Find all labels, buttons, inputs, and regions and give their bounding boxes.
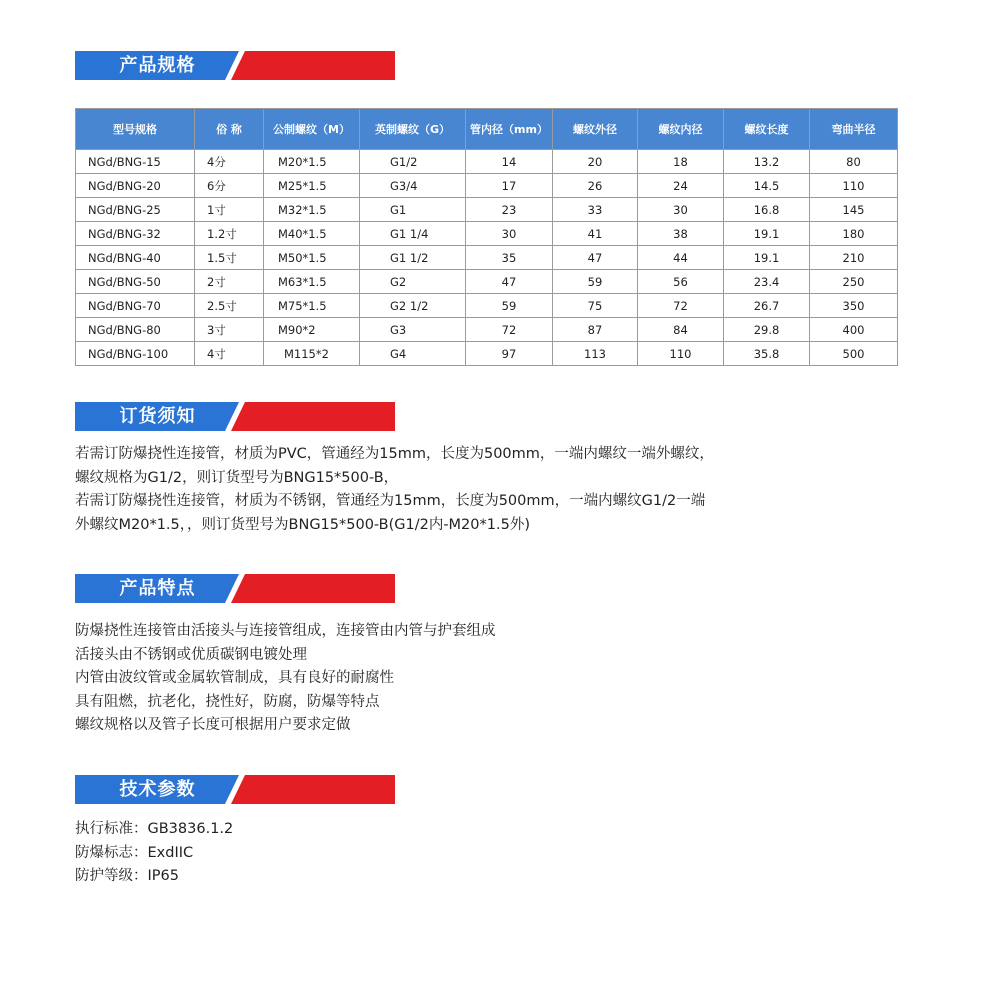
- table-cell: G1 1/4: [360, 222, 466, 246]
- table-header-cell: 英制螺纹（G）: [360, 109, 466, 150]
- table-cell: 1寸: [195, 198, 264, 222]
- table-cell: 2寸: [195, 270, 264, 294]
- section-header-spec: [75, 51, 395, 80]
- table-cell: 80: [810, 150, 898, 174]
- tech-params: [75, 818, 233, 889]
- table-cell: 500: [810, 342, 898, 366]
- table-cell: NGd/BNG-32: [76, 222, 195, 246]
- table-cell: 180: [810, 222, 898, 246]
- table-cell: 23.4: [724, 270, 810, 294]
- order-line: 若需订防爆挠性连接管，材质为PVC，管通经为15mm，长度为500mm，一端内螺纹一端外螺纹，: [75, 446, 714, 462]
- table-cell: 17: [466, 174, 553, 198]
- spec-table: [75, 108, 898, 366]
- table-cell: 72: [638, 294, 724, 318]
- table-cell: G1: [360, 198, 466, 222]
- table-row: [76, 150, 898, 174]
- section-title-order: 订货须知: [119, 406, 196, 427]
- table-cell: 33: [553, 198, 638, 222]
- table-cell: M90*2: [264, 318, 360, 342]
- tech-line: 执行标准：GB3836.1.2: [75, 821, 234, 837]
- table-row: [76, 270, 898, 294]
- table-cell: 14: [466, 150, 553, 174]
- table-cell: 13.2: [724, 150, 810, 174]
- table-header-cell: 俗 称: [195, 109, 264, 150]
- table-row: [76, 222, 898, 246]
- table-cell: 16.8: [724, 198, 810, 222]
- feature-line: 螺纹规格以及管子长度可根据用户要求定做: [75, 717, 351, 733]
- order-line: 外螺纹M20*1.5，，则订货型号为BNG15*500-B(G1/2内-M20*1.5外): [75, 516, 530, 533]
- table-cell: 38: [638, 222, 724, 246]
- table-cell: NGd/BNG-100: [76, 342, 195, 366]
- table-cell: 97: [466, 342, 553, 366]
- table-cell: NGd/BNG-80: [76, 318, 195, 342]
- order-line: 螺纹规格为G1/2，则订货型号为BNG15*500-B，: [75, 469, 399, 486]
- table-header-cell: 螺纹外径: [553, 109, 638, 150]
- table-cell: M63*1.5: [264, 270, 360, 294]
- table-cell: NGd/BNG-70: [76, 294, 195, 318]
- table-cell: 29.8: [724, 318, 810, 342]
- table-cell: 350: [810, 294, 898, 318]
- order-line: 若需订防爆挠性连接管，材质为不锈钢，管通经为15mm，长度为500mm，一端内螺纹G1/2一端: [75, 493, 706, 509]
- table-cell: 44: [638, 246, 724, 270]
- table-cell: 4寸: [195, 342, 264, 366]
- table-cell: G3: [360, 318, 466, 342]
- table-cell: 14.5: [724, 174, 810, 198]
- table-cell: M32*1.5: [264, 198, 360, 222]
- table-cell: G2 1/2: [360, 294, 466, 318]
- table-cell: 1.2寸: [195, 222, 264, 246]
- table-cell: 87: [553, 318, 638, 342]
- table-cell: 24: [638, 174, 724, 198]
- table-cell: 26: [553, 174, 638, 198]
- table-header-cell: 管内径（mm）: [466, 109, 553, 150]
- table-cell: 3寸: [195, 318, 264, 342]
- table-row: [76, 318, 898, 342]
- table-cell: G1 1/2: [360, 246, 466, 270]
- table-cell: M40*1.5: [264, 222, 360, 246]
- table-row: [76, 294, 898, 318]
- table-cell: 210: [810, 246, 898, 270]
- table-cell: G4: [360, 342, 466, 366]
- table-cell: 6分: [195, 174, 264, 198]
- table-cell: G3/4: [360, 174, 466, 198]
- table-cell: NGd/BNG-20: [76, 174, 195, 198]
- tech-line: 防护等级：IP65: [75, 868, 179, 884]
- table-cell: 41: [553, 222, 638, 246]
- table-cell: 35.8: [724, 342, 810, 366]
- table-cell: NGd/BNG-50: [76, 270, 195, 294]
- table-cell: 110: [638, 342, 724, 366]
- table-cell: 26.7: [724, 294, 810, 318]
- table-cell: 145: [810, 198, 898, 222]
- table-cell: 47: [553, 246, 638, 270]
- feature-line: 防爆挠性连接管由活接头与连接管组成，连接管由内管与护套组成: [75, 623, 496, 639]
- table-header-row: [76, 109, 898, 150]
- table-cell: NGd/BNG-40: [76, 246, 195, 270]
- table-row: [76, 198, 898, 222]
- table-cell: 59: [466, 294, 553, 318]
- table-cell: 1.5寸: [195, 246, 264, 270]
- section-header-tech: [75, 775, 395, 804]
- table-cell: 23: [466, 198, 553, 222]
- tech-line: 防爆标志：ExdIIC: [75, 844, 194, 861]
- table-cell: 2.5寸: [195, 294, 264, 318]
- table-cell: 19.1: [724, 222, 810, 246]
- table-cell: 47: [466, 270, 553, 294]
- table-header-cell: 螺纹内径: [638, 109, 724, 150]
- table-cell: 30: [638, 198, 724, 222]
- table-cell: NGd/BNG-15: [76, 150, 195, 174]
- order-notes: [75, 443, 714, 537]
- table-row: [76, 246, 898, 270]
- table-cell: 30: [466, 222, 553, 246]
- table-cell: G2: [360, 270, 466, 294]
- table-cell: M50*1.5: [264, 246, 360, 270]
- table-header-cell: 公制螺纹（M）: [264, 109, 360, 150]
- table-cell: M115*2: [264, 342, 360, 366]
- features-list: [75, 620, 496, 738]
- table-cell: NGd/BNG-25: [76, 198, 195, 222]
- table-cell: 250: [810, 270, 898, 294]
- section-title-spec: 产品规格: [119, 55, 196, 76]
- section-header-features: [75, 574, 395, 603]
- table-cell: 20: [553, 150, 638, 174]
- table-cell: 113: [553, 342, 638, 366]
- table-cell: 110: [810, 174, 898, 198]
- table-cell: 56: [638, 270, 724, 294]
- table-row: [76, 174, 898, 198]
- table-cell: M20*1.5: [264, 150, 360, 174]
- table-cell: 19.1: [724, 246, 810, 270]
- table-cell: 59: [553, 270, 638, 294]
- table-header-cell: 型号规格: [76, 109, 195, 150]
- table-cell: 72: [466, 318, 553, 342]
- feature-line: 内管由波纹管或金属软管制成，具有良好的耐腐性: [75, 670, 394, 686]
- table-header-cell: 螺纹长度: [724, 109, 810, 150]
- section-title-tech: 技术参数: [119, 779, 196, 800]
- table-header-cell: 弯曲半径: [810, 109, 898, 150]
- table-cell: 18: [638, 150, 724, 174]
- feature-line: 活接头由不锈钢或优质碳钢电镀处理: [75, 646, 307, 663]
- feature-line: 具有阻燃，抗老化，挠性好，防腐，防爆等特点: [75, 693, 380, 710]
- table-cell: 4分: [195, 150, 264, 174]
- section-header-order: [75, 402, 395, 431]
- table-cell: M25*1.5: [264, 174, 360, 198]
- table-cell: 35: [466, 246, 553, 270]
- table-cell: 84: [638, 318, 724, 342]
- table-cell: M75*1.5: [264, 294, 360, 318]
- table-cell: 75: [553, 294, 638, 318]
- table-cell: 400: [810, 318, 898, 342]
- table-cell: G1/2: [360, 150, 466, 174]
- table-row: [76, 342, 898, 366]
- section-title-features: 产品特点: [119, 578, 196, 599]
